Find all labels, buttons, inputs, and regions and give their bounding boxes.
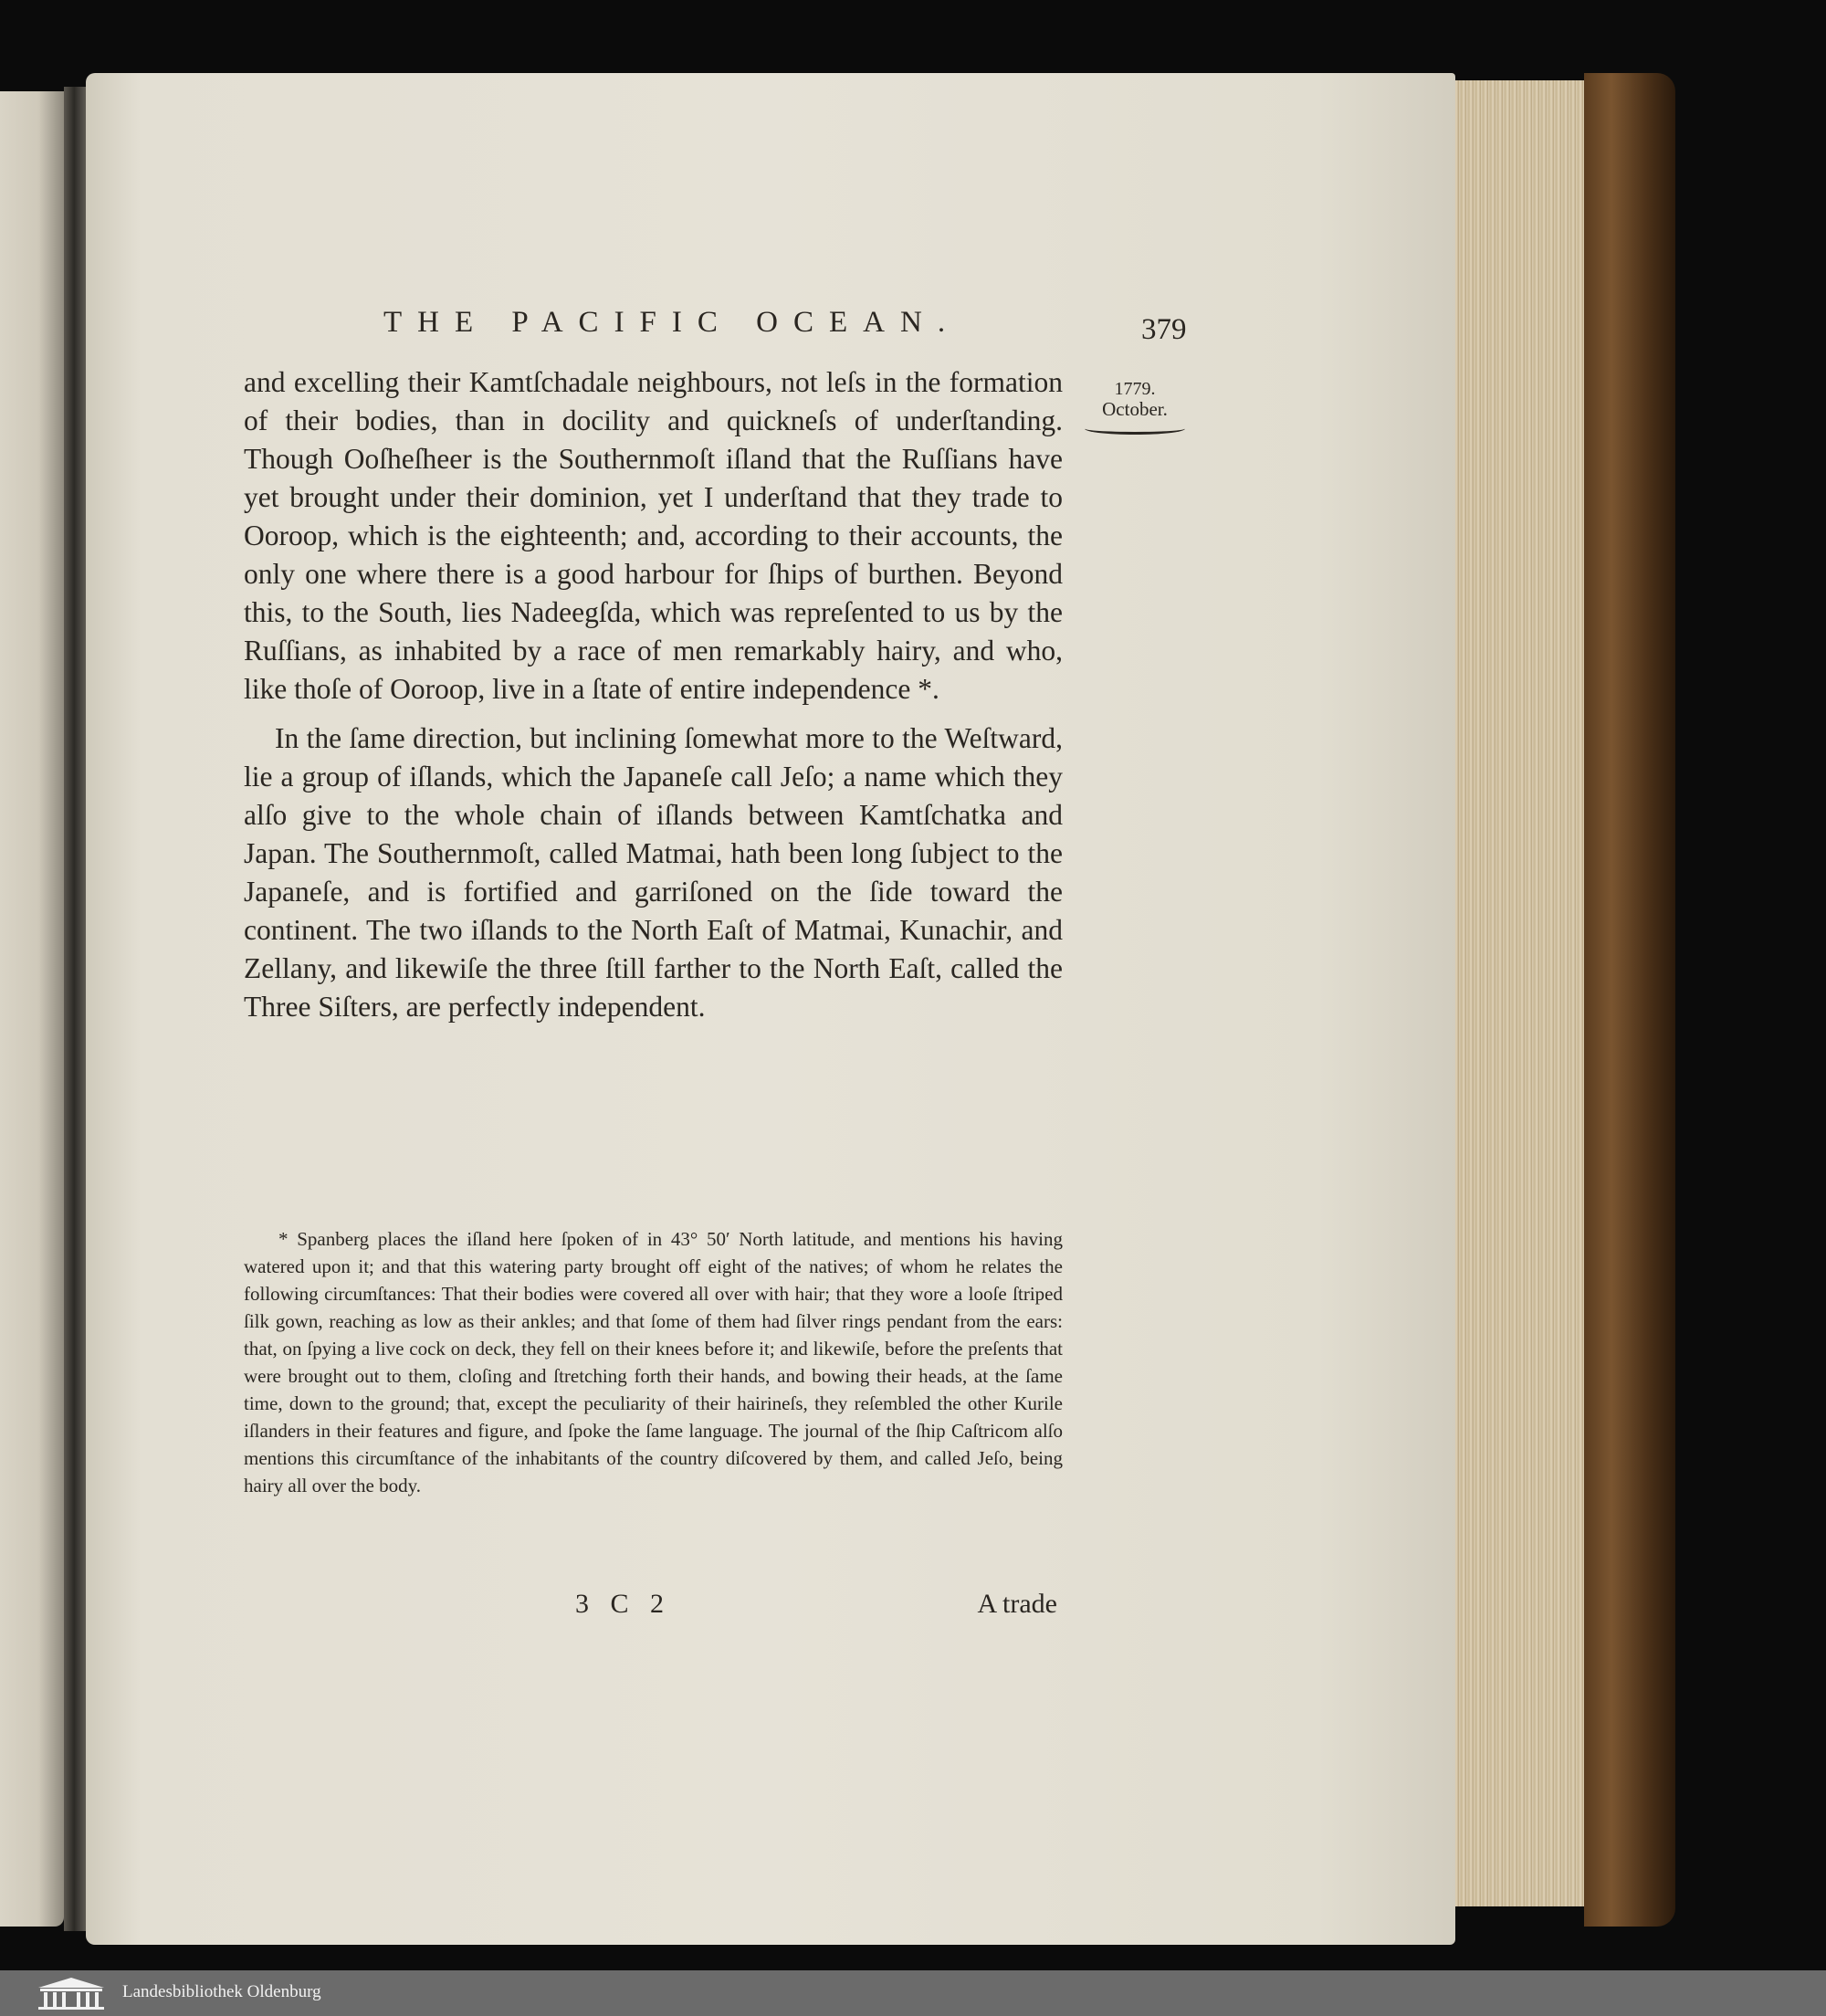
catchword: A trade bbox=[977, 1589, 1057, 1619]
margin-note-month: October. bbox=[1102, 398, 1168, 420]
running-head: THE PACIFIC OCEAN. bbox=[383, 306, 961, 339]
brace-icon bbox=[1085, 423, 1185, 435]
left-page-edge bbox=[0, 91, 64, 1927]
margin-note-year: 1779. bbox=[1114, 379, 1156, 399]
body-text bbox=[244, 363, 1063, 1026]
book-cover-edge bbox=[1584, 73, 1675, 1927]
paragraph-2: In the ſame direction, but inclining ſomewhat more to the Weſtward, lie a group of iſlands, which the Japaneſe call Jeſo; a name which they alſo give to the whole chain of iſlands between Kamtſchatka and Japan. The Southernmoſt, called Matmai, hath been long ſubject to the Japaneſe, and is fortified and garriſoned on the ſide toward the continent. The two iſlands to the North Eaſt of Matmai, Kunachir, and Zellany, and likewiſe the three ſtill farther to the North Eaſt, called the Three Siſters, are perfectly independent. bbox=[244, 722, 1063, 1023]
signature-mark: 3 C 2 bbox=[575, 1589, 672, 1619]
footnote: * Spanberg places the iſland here ſpoken of in 43° 50′ North latitude, and mentions his having watered upon it; and that this watering party brought off eight of the natives; of whom he relates the following circumſtances: That their bodies were covered all over with hair; that they wore a looſe ſtriped ſilk gown, reaching as low as their ankles; and that ſome of them had ſilver rings pendant from the ears: that, on ſpying a live cock on deck, they fell on their knees before it; and likewiſe, before the preſents that were brought out to them, cloſing and ſtretching forth their hands, and bowing their heads, at the ſame time, down to the ground; that, except the peculiarity of their hairineſs, they reſembled the other Kurile iſlanders in their features and figure, and ſpoke the ſame language. The journal of the ſhip Caſtricom alſo mentions this circumſtance of the inhabitants of the country diſcovered by them, and called Jeſo, being hairy all over the body. bbox=[244, 1228, 1063, 1496]
library-building-icon bbox=[35, 1975, 108, 2011]
library-name[interactable]: Landesbibliothek Oldenburg bbox=[122, 1982, 321, 2001]
page-block-edges bbox=[1452, 80, 1592, 1906]
margin-note bbox=[1076, 379, 1194, 435]
paragraph-1: and excelling their Kamtſchadale neighbours, not leſs in the formation of their bodies, than in docility and quickneſs of underſtanding. Though Ooſheſheer is the Southernmoſt iſland that the Ruſſians have yet brought under their dominion, yet I underſtand that they trade to Ooroop, which is the eighteenth; and, according to their accounts, the only one where there is a good harbour for ſhips of burthen. Beyond this, to the South, lies Nadeegſda, which was repreſented to us by the Ruſſians, as inhabited by a race of men remarkably hairy, and who, like thoſe of Ooroop, live in a ſtate of entire independence *. bbox=[244, 366, 1063, 705]
page-number: 379 bbox=[1141, 313, 1187, 346]
